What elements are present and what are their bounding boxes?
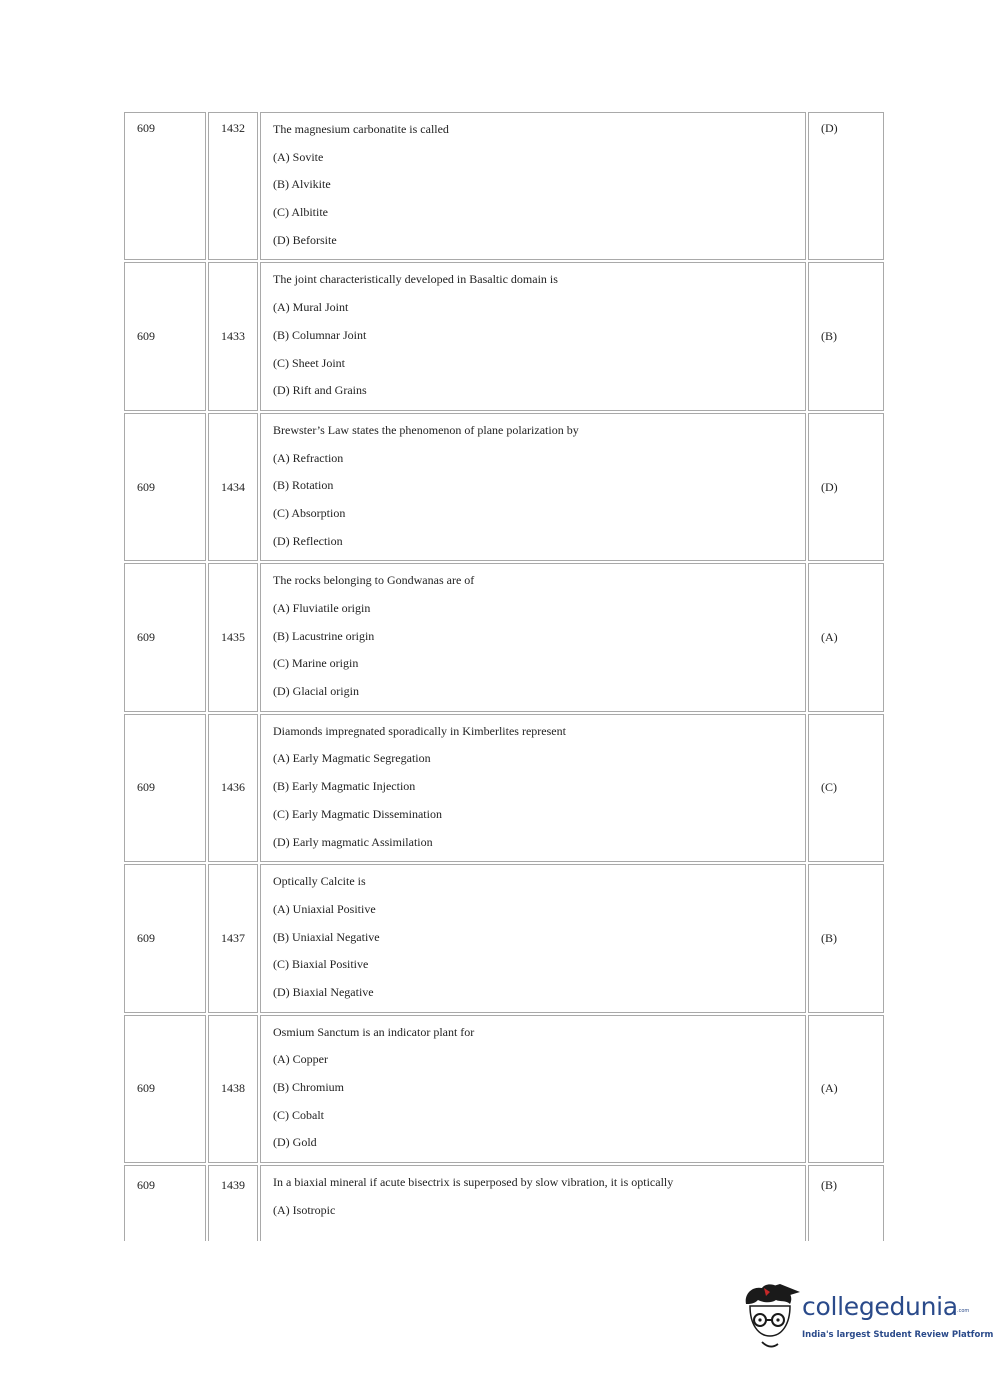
option-c: (C) Cobalt xyxy=(273,1107,324,1122)
option-c: (C) Sheet Joint xyxy=(273,355,345,370)
paper-code: 609 xyxy=(124,563,206,711)
option-c: (C) Absorption xyxy=(273,505,346,520)
table-row xyxy=(124,262,884,410)
table-row xyxy=(124,1015,884,1163)
question-stem: Optically Calcite is xyxy=(273,874,366,889)
option-b: (B) Columnar Joint xyxy=(273,327,367,342)
option-c: (C) Marine origin xyxy=(273,656,359,671)
logo-domain: .com xyxy=(957,1308,970,1314)
question-number: 1433 xyxy=(208,262,258,410)
question-body xyxy=(260,714,806,862)
answer-key: (D) xyxy=(808,112,884,260)
question-number: 1439 xyxy=(208,1165,258,1241)
option-c: (C) Albitite xyxy=(273,205,328,220)
answer-key: (B) xyxy=(808,1165,884,1241)
question-body xyxy=(260,262,806,410)
option-c: (C) Biaxial Positive xyxy=(273,957,369,972)
option-a: (A) Copper xyxy=(273,1052,328,1067)
option-b: (B) Lacustrine origin xyxy=(273,628,375,643)
option-b: (B) Uniaxial Negative xyxy=(273,929,380,944)
option-a: (A) Mural Joint xyxy=(273,300,349,315)
option-b: (B) Chromium xyxy=(273,1080,344,1094)
option-d: (D) Beforsite xyxy=(273,232,337,247)
mascot-icon xyxy=(740,1282,802,1354)
paper-code: 609 xyxy=(124,1015,206,1163)
option-d: (D) Glacial origin xyxy=(273,684,359,699)
question-body xyxy=(260,1165,806,1241)
table-row xyxy=(124,413,884,561)
option-b: (B) Early Magmatic Injection xyxy=(273,779,416,794)
answer-key: (A) xyxy=(808,1015,884,1163)
logo-wordmark: collegedunia xyxy=(802,1292,958,1321)
question-number: 1436 xyxy=(208,714,258,862)
option-a: (A) Uniaxial Positive xyxy=(273,901,376,916)
answer-key: (C) xyxy=(808,714,884,862)
option-d: (D) Gold xyxy=(273,1135,317,1150)
question-body xyxy=(260,413,806,561)
question-body xyxy=(260,563,806,711)
question-stem: Brewster’s Law states the phenomenon of plane polarization by xyxy=(273,422,579,437)
option-d: (D) Rift and Grains xyxy=(273,383,367,398)
question-stem: The rocks belonging to Gondwanas are of xyxy=(273,573,475,588)
option-a: (A) Sovite xyxy=(273,149,324,164)
option-a: (A) Refraction xyxy=(273,450,344,465)
answer-key: (B) xyxy=(808,864,884,1012)
table-row xyxy=(124,1165,884,1241)
option-d: (D) Early magmatic Assimilation xyxy=(273,834,433,849)
option-b: (B) Alvikite xyxy=(273,177,331,192)
option-d: (D) Biaxial Negative xyxy=(273,984,374,999)
question-stem: In a biaxial mineral if acute bisectrix is superposed by slow vibration, it is optically xyxy=(273,1175,674,1190)
question-number: 1437 xyxy=(208,864,258,1012)
question-stem: The magnesium carbonatite is called xyxy=(273,122,449,136)
table-row xyxy=(124,563,884,711)
paper-code: 609 xyxy=(124,1165,206,1241)
answer-key: (A) xyxy=(808,563,884,711)
option-a: (A) Early Magmatic Segregation xyxy=(273,751,431,766)
paper-code: 609 xyxy=(124,714,206,862)
option-a: (A) Fluviatile origin xyxy=(273,601,371,615)
option-d: (D) Reflection xyxy=(273,533,343,548)
question-number: 1432 xyxy=(208,112,258,260)
paper-code: 609 xyxy=(124,262,206,410)
question-body xyxy=(260,864,806,1012)
option-c: (C) Early Magmatic Dissemination xyxy=(273,806,442,821)
answer-key: (D) xyxy=(808,413,884,561)
question-number: 1434 xyxy=(208,413,258,561)
table-row xyxy=(124,112,884,260)
paper-code: 609 xyxy=(124,413,206,561)
table-row xyxy=(124,714,884,862)
question-number: 1438 xyxy=(208,1015,258,1163)
question-body xyxy=(260,1015,806,1163)
table-row xyxy=(124,864,884,1012)
option-b: (B) Rotation xyxy=(273,478,334,493)
question-table-container xyxy=(122,110,886,1241)
collegedunia-logo xyxy=(740,1282,994,1354)
paper-code: 609 xyxy=(124,112,206,260)
question-stem: Osmium Sanctum is an indicator plant for xyxy=(273,1024,475,1039)
option-a: (A) Isotropic xyxy=(273,1202,336,1217)
logo-tagline: India's largest Student Review Platform xyxy=(802,1330,994,1340)
question-stem: Diamonds impregnated sporadically in Kimberlites represent xyxy=(273,723,566,738)
question-body xyxy=(260,112,806,260)
question-number: 1435 xyxy=(208,563,258,711)
paper-code: 609 xyxy=(124,864,206,1012)
question-table xyxy=(122,110,886,1241)
question-stem: The joint characteristically developed in Basaltic domain is xyxy=(273,272,558,287)
answer-key: (B) xyxy=(808,262,884,410)
